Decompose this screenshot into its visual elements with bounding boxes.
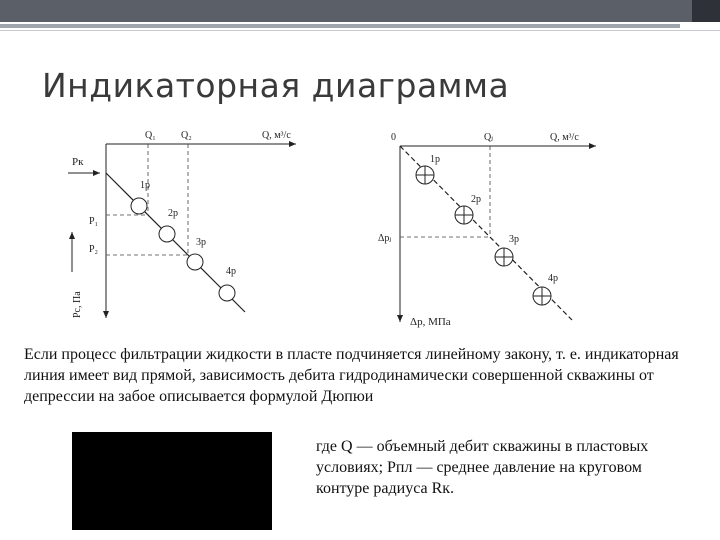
left-p2-label: P₂ — [89, 244, 99, 255]
body-paragraph: Если процесс фильтрации жидкости в пласте подчиняется линейному закону, т. е. индикаторная линия имеет вид прямой, зависимость дебита гидродинамически совершенной скважины от депрессии на забое описывается формулой Дюпюи — [24, 346, 679, 405]
left-q1-label: Q₁ — [145, 130, 156, 141]
right-point-1-label: 1р — [430, 154, 440, 165]
left-diagram — [68, 130, 296, 318]
right-diagram — [378, 132, 596, 328]
right-point-3-label: 3р — [509, 234, 519, 245]
formula-caption: где Q — объемный дебит скважины в пластовых условиях; Рпл — среднее давление на круговом контуре радиуса Rк. — [316, 438, 649, 497]
right-y-axis-label: Δp, МПа — [410, 316, 451, 328]
left-q-axis-label: Q, м³/с — [262, 130, 291, 141]
left-point-3 — [187, 254, 203, 270]
left-q2-label: Q₂ — [181, 130, 192, 141]
right-point-2 — [455, 206, 473, 224]
right-q-axis-label: Q, м³/с — [550, 132, 579, 143]
slide-title: Индикаторная диаграмма — [42, 66, 510, 105]
left-point-1 — [131, 198, 147, 214]
left-point-1-label: 1р — [140, 180, 150, 191]
left-point-2 — [159, 226, 175, 242]
right-dpj-label: Δpⱼ — [378, 233, 392, 244]
right-point-4-label: 4р — [548, 273, 558, 284]
left-pk-label: Pк — [72, 156, 84, 168]
left-y-axis-label: Pс, Па — [72, 291, 83, 318]
left-p1-label: P₁ — [89, 216, 99, 227]
right-point-3 — [495, 248, 513, 266]
right-point-2-label: 2р — [471, 194, 481, 205]
right-point-1 — [416, 166, 434, 184]
formula-image — [72, 432, 272, 530]
right-point-4 — [533, 287, 551, 305]
left-point-3-label: 3р — [196, 237, 206, 248]
left-point-4 — [219, 285, 235, 301]
right-origin-label: 0 — [391, 132, 396, 143]
right-qj-label: Qⱼ — [484, 132, 493, 143]
left-point-2-label: 2р — [168, 208, 178, 219]
left-point-4-label: 4р — [226, 266, 236, 277]
